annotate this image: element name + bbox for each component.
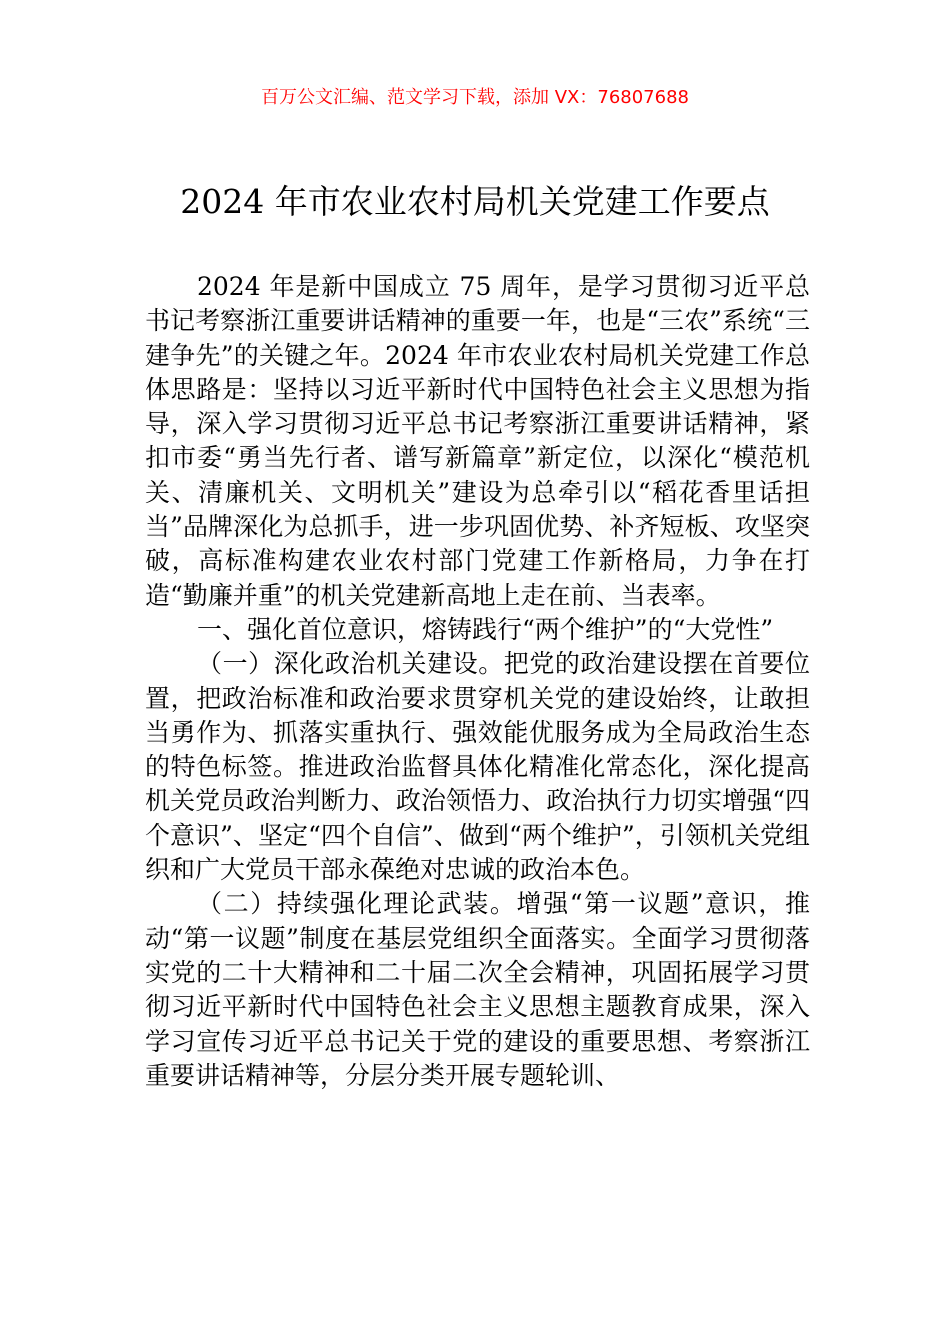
- header-watermark-note: 百万公文汇编、范文学习下载，添加 VX：76807688: [261, 87, 689, 108]
- document-title: 2024 年市农业农村局机关党建工作要点: [180, 182, 770, 221]
- document-body: [145, 270, 810, 1093]
- section-heading-1: 一、强化首位意识，熔铸践行“两个维护”的“大党性”: [197, 614, 774, 644]
- subsection-paragraph-1: （一）深化政治机关建设。把党的政治建设摆在首要位置，把政治标准和政治要求贯穿机关党的建设始终，让敢担当勇作为、抓落实重执行、强效能优服务成为全局政治生态的特色标签。推进政治监督具体化精准化常态化，深化提高机关党员政治判断力、政治领悟力、政治执行力切实增强“四个意识”、坚定“四个自信”、做到“两个维护”，引领机关党组织和广大党员干部永葆绝对忠诚的政治本色。: [145, 649, 810, 885]
- intro-paragraph: 2024 年是新中国成立 75 周年，是学习贯彻习近平总书记考察浙江重要讲话精神的重要一年，也是“三农”系统“三建争先”的关键之年。2024 年市农业农村局机关党建工作总体思路是：坚持以习近平新时代中国特色社会主义思想为指导，深入学习贯彻习近平总书记考察浙江重要讲话精神，紧扣市委“勇当先行者、谱写新篇章”新定位，以深化“模范机关、清廉机关、文明机关”建设为总牵引以“稻花香里话担当”品牌深化为总抓手，进一步巩固优势、补齐短板、攻坚突破，高标准构建农业农村部门党建工作新格局，力争在打造“勤廉并重”的机关党建新高地上走在前、当表率。: [145, 272, 810, 610]
- subsection-paragraph-2: （二）持续强化理论武装。增强“第一议题”意识，推动“第一议题”制度在基层党组织全面落实。全面学习贯彻落实党的二十大精神和二十届二次全会精神，巩固拓展学习贯彻习近平新时代中国特色社会主义思想主题教育成果，深入学习宣传习近平总书记关于党的建设的重要思想、考察浙江重要讲话精神等，分层分类开展专题轮训、: [145, 889, 810, 1090]
